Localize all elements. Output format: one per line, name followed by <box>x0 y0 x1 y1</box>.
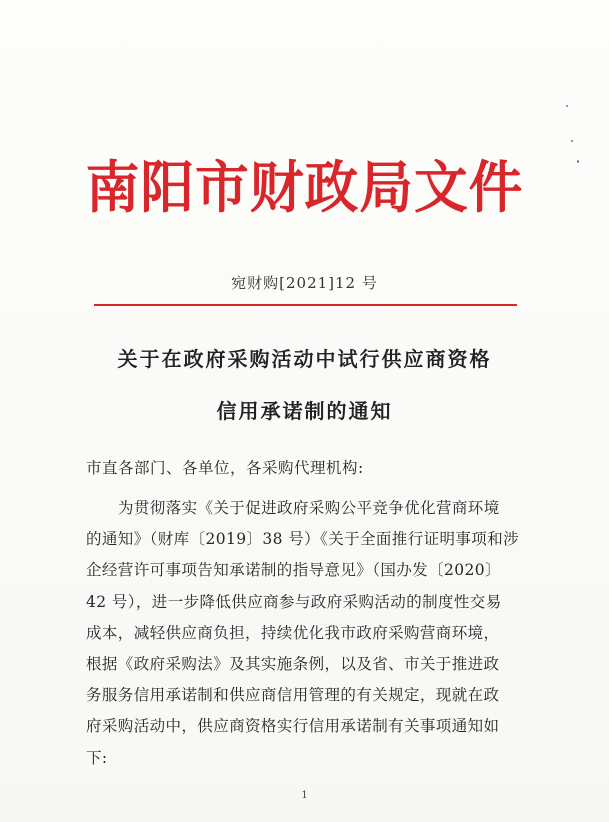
scan-speck <box>577 160 579 163</box>
scan-speck <box>566 105 568 107</box>
page-number: 1 <box>301 790 308 801</box>
body-line: 为贯彻落实《关于促进政府采购公平竞争优化营商环境 <box>118 499 500 517</box>
body-line: 务服务信用承诺制和供应商信用管理的有关规定，现就在政 <box>86 686 500 705</box>
notice-title-line-2: 信用承诺制的通知 <box>216 399 393 423</box>
body-line: 企经营许可事项告知承诺制的指导意见》（国办发〔2020〕 <box>86 561 501 580</box>
body-line: 下: <box>86 748 108 767</box>
scan-speck <box>571 140 573 142</box>
body-line: 成本，减轻供应商负担，持续优化我市政府采购营商环境， <box>86 623 500 642</box>
masthead-title: 南阳市财政局文件 <box>85 155 524 221</box>
body-line: 府采购活动中，供应商资格实行信用承诺制有关事项通知如 <box>86 717 500 736</box>
body-paragraph <box>86 493 526 774</box>
red-separator-line <box>94 304 517 306</box>
salutation: 市直各部门、各单位，各采购代理机构: <box>86 459 364 477</box>
document-number: 宛财购[2021]12 号 <box>231 274 378 292</box>
body-line: 根据《政府采购法》及其实施条例，以及省、市关于推进政 <box>86 655 500 674</box>
body-line: 42 号），进一步降低供应商参与政府采购活动的制度性交易 <box>86 592 502 611</box>
notice-title-line-1: 关于在政府采购活动中试行供应商资格 <box>117 347 492 371</box>
body-line: 的通知》（财库〔2019〕38 号）《关于全面推行证明事项和涉 <box>86 530 519 549</box>
